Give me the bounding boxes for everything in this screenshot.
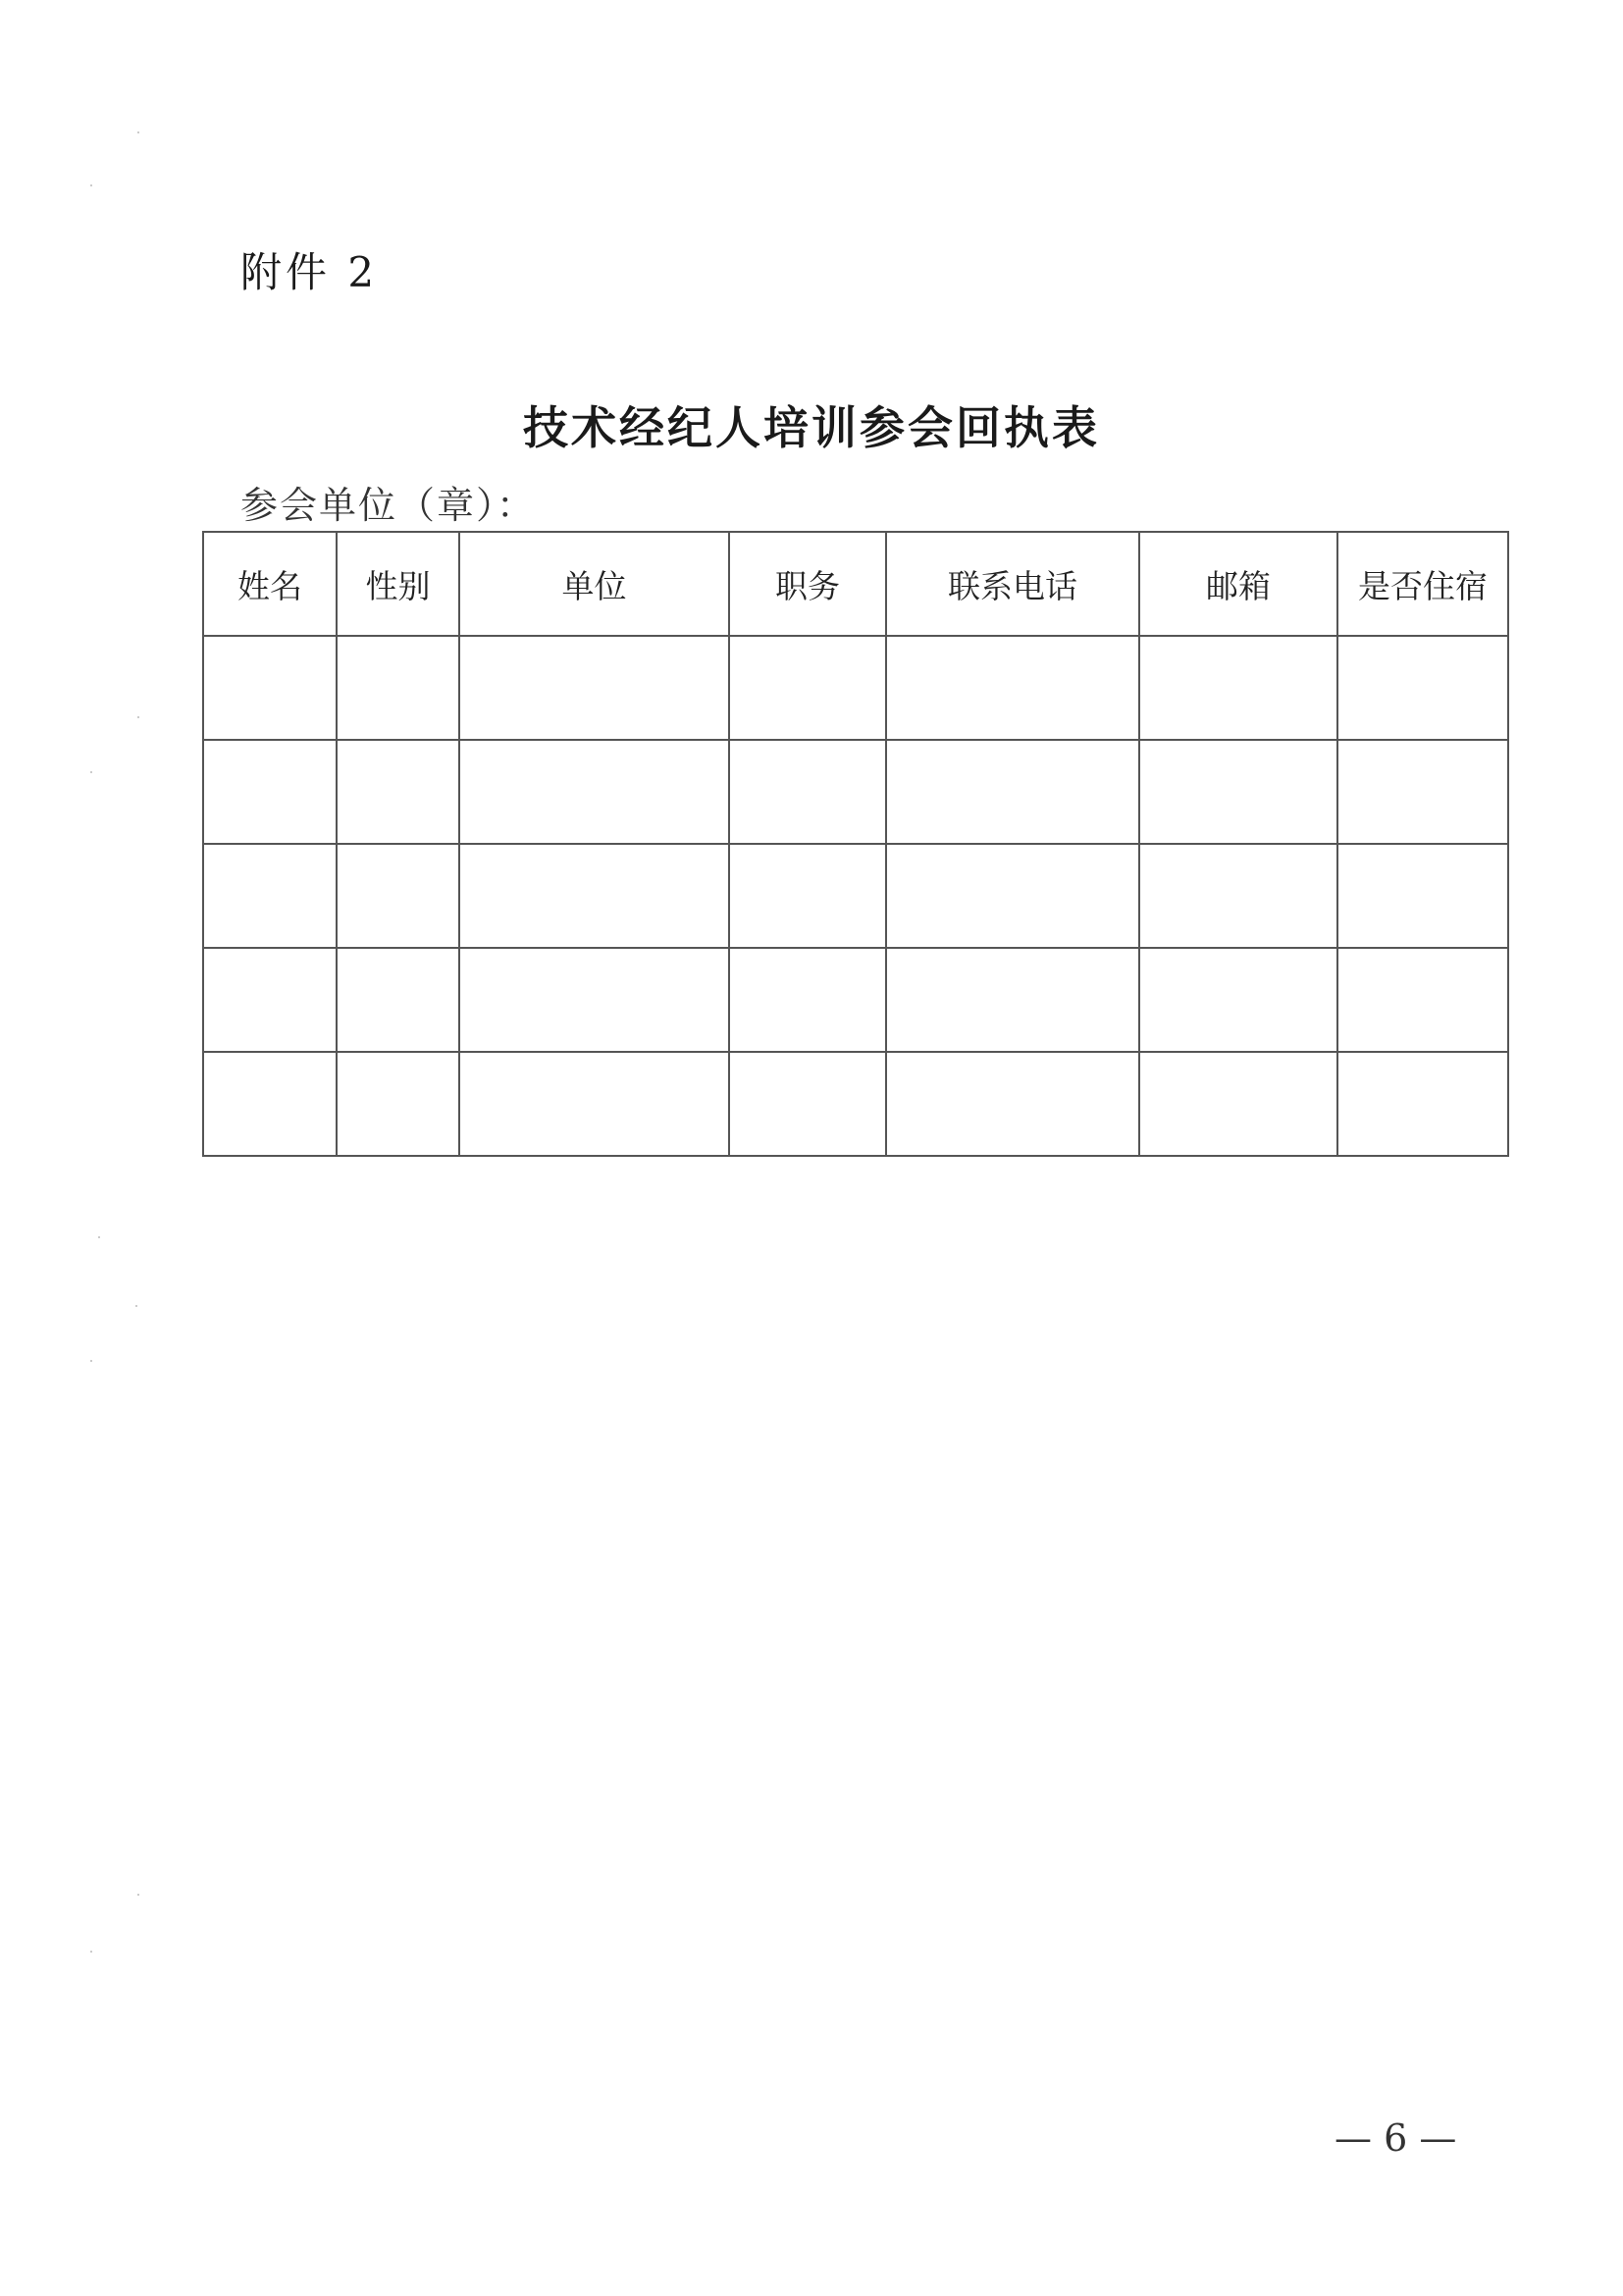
table-cell bbox=[729, 948, 886, 1052]
table-row bbox=[203, 1052, 1508, 1156]
header-unit: 单位 bbox=[459, 532, 729, 636]
table-cell bbox=[1337, 636, 1508, 740]
table-cell bbox=[1139, 1052, 1337, 1156]
table-cell bbox=[203, 948, 337, 1052]
header-accommodation: 是否住宿 bbox=[1337, 532, 1508, 636]
header-phone: 联系电话 bbox=[886, 532, 1139, 636]
table-cell bbox=[1337, 1052, 1508, 1156]
header-position: 职务 bbox=[729, 532, 886, 636]
header-email: 邮箱 bbox=[1139, 532, 1337, 636]
table-cell bbox=[1139, 740, 1337, 844]
table-cell bbox=[729, 740, 886, 844]
table-cell bbox=[337, 1052, 459, 1156]
table-cell bbox=[337, 844, 459, 948]
table-cell bbox=[729, 1052, 886, 1156]
table-cell bbox=[886, 740, 1139, 844]
table-cell bbox=[203, 1052, 337, 1156]
table-cell bbox=[1139, 948, 1337, 1052]
document-title: 技术经纪人培训参会回执表 bbox=[523, 401, 1100, 454]
table-cell bbox=[729, 844, 886, 948]
table-cell bbox=[203, 636, 337, 740]
table-header-row bbox=[203, 532, 1508, 636]
table-cell bbox=[459, 948, 729, 1052]
table-cell bbox=[886, 948, 1139, 1052]
scan-speck bbox=[137, 131, 139, 133]
table-cell bbox=[886, 1052, 1139, 1156]
registration-table bbox=[202, 531, 1509, 1157]
table-cell bbox=[729, 636, 886, 740]
table-row bbox=[203, 740, 1508, 844]
table-cell bbox=[459, 636, 729, 740]
table-cell bbox=[337, 636, 459, 740]
table-cell bbox=[886, 636, 1139, 740]
scan-speck bbox=[90, 184, 92, 186]
scan-speck bbox=[137, 716, 139, 718]
table-cell bbox=[1337, 948, 1508, 1052]
header-gender: 性别 bbox=[337, 532, 459, 636]
table-cell bbox=[337, 948, 459, 1052]
table-cell bbox=[1139, 844, 1337, 948]
table-cell bbox=[886, 844, 1139, 948]
table-row bbox=[203, 636, 1508, 740]
table-cell bbox=[203, 740, 337, 844]
page-number: — 6 — bbox=[1335, 2116, 1457, 2160]
table-cell bbox=[1337, 740, 1508, 844]
table-cell bbox=[459, 844, 729, 948]
header-name: 姓名 bbox=[203, 532, 337, 636]
table-cell bbox=[459, 1052, 729, 1156]
table-cell bbox=[337, 740, 459, 844]
scan-speck bbox=[98, 1236, 100, 1238]
scan-speck bbox=[90, 1951, 92, 1953]
table-cell bbox=[1337, 844, 1508, 948]
table-cell bbox=[459, 740, 729, 844]
scan-speck bbox=[90, 1360, 92, 1362]
table-row bbox=[203, 948, 1508, 1052]
scan-speck bbox=[135, 1305, 137, 1307]
table-cell bbox=[1139, 636, 1337, 740]
scan-speck bbox=[137, 1894, 139, 1896]
scan-speck bbox=[90, 771, 92, 773]
table-row bbox=[203, 844, 1508, 948]
attachment-label: 附件 2 bbox=[240, 248, 379, 296]
table-cell bbox=[203, 844, 337, 948]
participating-unit-label: 参会单位（章）： bbox=[240, 484, 537, 527]
